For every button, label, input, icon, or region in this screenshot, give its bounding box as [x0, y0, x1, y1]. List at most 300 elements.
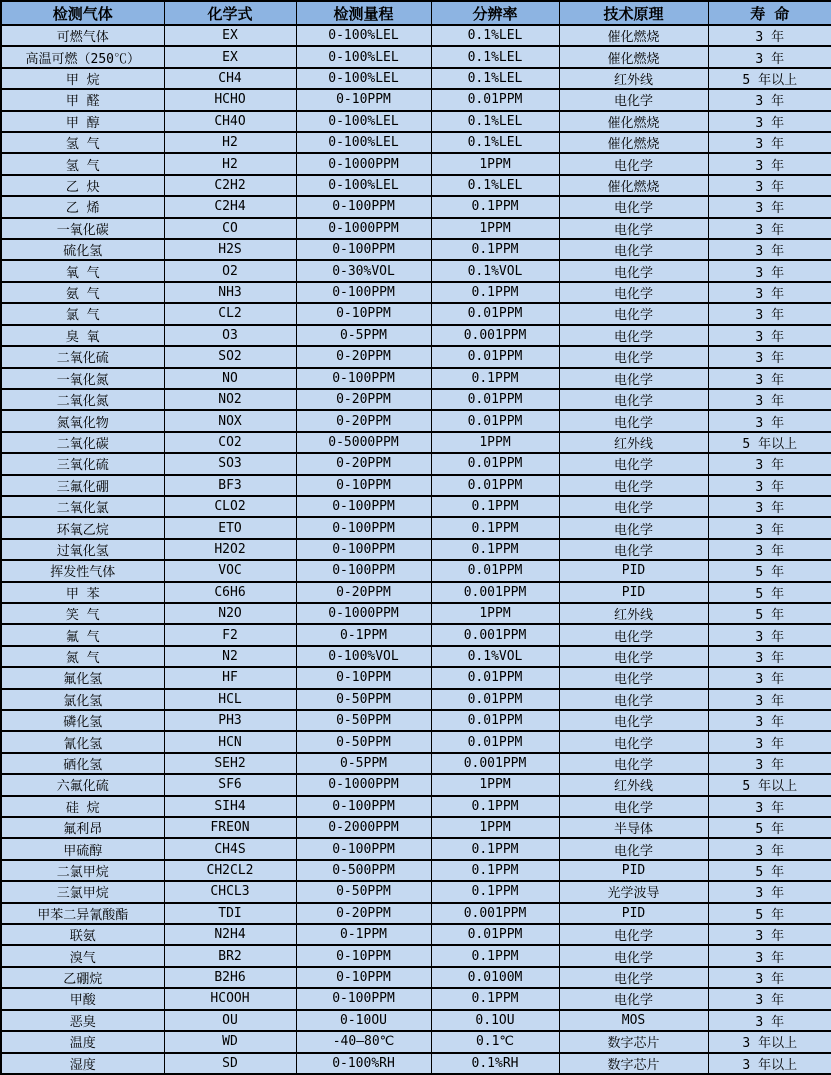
table-row — [1, 582, 831, 603]
cell-r3-c0: 甲 醛 — [1, 89, 164, 110]
column-header-1: 化学式 — [164, 1, 296, 25]
column-header-0: 检测气体 — [1, 1, 164, 25]
cell-r12-c3: 0.1PPM — [431, 282, 559, 303]
table-row — [1, 667, 831, 688]
cell-r28-c3: 0.001PPM — [431, 624, 559, 645]
cell-r39-c0: 二氯甲烷 — [1, 860, 164, 881]
cell-r10-c1: H2S — [164, 239, 296, 260]
cell-r30-c3: 0.01PPM — [431, 667, 559, 688]
cell-r21-c5: 3 年 — [708, 475, 831, 496]
cell-r3-c3: 0.01PPM — [431, 89, 559, 110]
cell-r35-c1: SF6 — [164, 774, 296, 795]
cell-r48-c3: 0.1%RH — [431, 1053, 559, 1075]
cell-r43-c4: 电化学 — [559, 945, 708, 966]
cell-r32-c4: 电化学 — [559, 710, 708, 731]
table-row — [1, 218, 831, 239]
cell-r9-c4: 电化学 — [559, 218, 708, 239]
cell-r48-c2: 0-100%RH — [296, 1053, 431, 1075]
cell-r19-c3: 1PPM — [431, 432, 559, 453]
cell-r2-c4: 红外线 — [559, 68, 708, 89]
table-row — [1, 153, 831, 174]
cell-r23-c5: 3 年 — [708, 517, 831, 538]
cell-r5-c3: 0.1%LEL — [431, 132, 559, 153]
cell-r17-c5: 3 年 — [708, 389, 831, 410]
cell-r43-c2: 0-10PPM — [296, 945, 431, 966]
cell-r41-c4: PID — [559, 903, 708, 924]
cell-r2-c2: 0-100%LEL — [296, 68, 431, 89]
cell-r43-c3: 0.1PPM — [431, 945, 559, 966]
cell-r26-c5: 5 年 — [708, 582, 831, 603]
cell-r5-c4: 催化燃烧 — [559, 132, 708, 153]
cell-r45-c5: 3 年 — [708, 988, 831, 1009]
table-row — [1, 346, 831, 367]
table-row — [1, 924, 831, 945]
cell-r28-c1: F2 — [164, 624, 296, 645]
table-row — [1, 796, 831, 817]
cell-r32-c2: 0-50PPM — [296, 710, 431, 731]
cell-r18-c1: NOX — [164, 410, 296, 431]
table-row — [1, 624, 831, 645]
cell-r37-c3: 1PPM — [431, 817, 559, 838]
cell-r42-c3: 0.01PPM — [431, 924, 559, 945]
cell-r27-c5: 5 年 — [708, 603, 831, 624]
cell-r10-c4: 电化学 — [559, 239, 708, 260]
cell-r27-c4: 红外线 — [559, 603, 708, 624]
cell-r16-c0: 一氧化氮 — [1, 368, 164, 389]
cell-r23-c1: ETO — [164, 517, 296, 538]
cell-r13-c5: 3 年 — [708, 303, 831, 324]
cell-r35-c2: 0-1000PPM — [296, 774, 431, 795]
cell-r28-c2: 0-1PPM — [296, 624, 431, 645]
cell-r25-c5: 5 年 — [708, 560, 831, 581]
cell-r38-c0: 甲硫醇 — [1, 838, 164, 859]
cell-r34-c5: 3 年 — [708, 753, 831, 774]
cell-r18-c5: 3 年 — [708, 410, 831, 431]
cell-r36-c1: SIH4 — [164, 796, 296, 817]
cell-r7-c0: 乙 炔 — [1, 175, 164, 196]
cell-r1-c2: 0-100%LEL — [296, 46, 431, 67]
table-row — [1, 475, 831, 496]
table-row — [1, 111, 831, 132]
cell-r37-c5: 5 年 — [708, 817, 831, 838]
cell-r42-c0: 联氨 — [1, 924, 164, 945]
cell-r14-c1: O3 — [164, 325, 296, 346]
cell-r16-c4: 电化学 — [559, 368, 708, 389]
cell-r29-c5: 3 年 — [708, 646, 831, 667]
cell-r6-c0: 氢 气 — [1, 153, 164, 174]
cell-r44-c2: 0-10PPM — [296, 967, 431, 988]
cell-r7-c3: 0.1%LEL — [431, 175, 559, 196]
cell-r25-c2: 0-100PPM — [296, 560, 431, 581]
cell-r15-c0: 二氧化硫 — [1, 346, 164, 367]
cell-r11-c2: 0-30%VOL — [296, 260, 431, 281]
cell-r37-c4: 半导体 — [559, 817, 708, 838]
cell-r7-c4: 催化燃烧 — [559, 175, 708, 196]
cell-r12-c0: 氨 气 — [1, 282, 164, 303]
cell-r17-c1: NO2 — [164, 389, 296, 410]
cell-r31-c3: 0.01PPM — [431, 689, 559, 710]
cell-r25-c0: 挥发性气体 — [1, 560, 164, 581]
cell-r8-c5: 3 年 — [708, 196, 831, 217]
table-row — [1, 1010, 831, 1031]
cell-r46-c4: MOS — [559, 1010, 708, 1031]
cell-r26-c4: PID — [559, 582, 708, 603]
cell-r10-c0: 硫化氢 — [1, 239, 164, 260]
cell-r13-c0: 氯 气 — [1, 303, 164, 324]
cell-r9-c2: 0-1000PPM — [296, 218, 431, 239]
cell-r15-c4: 电化学 — [559, 346, 708, 367]
cell-r22-c2: 0-100PPM — [296, 496, 431, 517]
table-row — [1, 817, 831, 838]
cell-r15-c1: SO2 — [164, 346, 296, 367]
cell-r22-c0: 二氧化氯 — [1, 496, 164, 517]
cell-r1-c3: 0.1%LEL — [431, 46, 559, 67]
cell-r41-c0: 甲苯二异氰酸酯 — [1, 903, 164, 924]
cell-r35-c0: 六氟化硫 — [1, 774, 164, 795]
cell-r6-c3: 1PPM — [431, 153, 559, 174]
cell-r24-c4: 电化学 — [559, 539, 708, 560]
cell-r4-c5: 3 年 — [708, 111, 831, 132]
cell-r43-c0: 溴气 — [1, 945, 164, 966]
table-row — [1, 689, 831, 710]
table-row — [1, 325, 831, 346]
cell-r21-c0: 三氟化硼 — [1, 475, 164, 496]
cell-r46-c0: 恶臭 — [1, 1010, 164, 1031]
cell-r19-c2: 0-5000PPM — [296, 432, 431, 453]
cell-r26-c1: C6H6 — [164, 582, 296, 603]
cell-r24-c2: 0-100PPM — [296, 539, 431, 560]
cell-r39-c1: CH2CL2 — [164, 860, 296, 881]
cell-r11-c1: O2 — [164, 260, 296, 281]
cell-r26-c3: 0.001PPM — [431, 582, 559, 603]
cell-r23-c4: 电化学 — [559, 517, 708, 538]
cell-r28-c5: 3 年 — [708, 624, 831, 645]
cell-r20-c5: 3 年 — [708, 453, 831, 474]
cell-r11-c0: 氧 气 — [1, 260, 164, 281]
table-row — [1, 25, 831, 46]
table-header — [1, 1, 831, 25]
cell-r47-c1: WD — [164, 1031, 296, 1052]
cell-r8-c2: 0-100PPM — [296, 196, 431, 217]
cell-r48-c4: 数字芯片 — [559, 1053, 708, 1075]
cell-r46-c3: 0.1OU — [431, 1010, 559, 1031]
cell-r8-c3: 0.1PPM — [431, 196, 559, 217]
cell-r8-c1: C2H4 — [164, 196, 296, 217]
cell-r19-c1: CO2 — [164, 432, 296, 453]
cell-r32-c5: 3 年 — [708, 710, 831, 731]
cell-r48-c5: 3 年以上 — [708, 1053, 831, 1075]
cell-r20-c4: 电化学 — [559, 453, 708, 474]
table-row — [1, 646, 831, 667]
cell-r7-c2: 0-100%LEL — [296, 175, 431, 196]
table-row — [1, 560, 831, 581]
cell-r8-c4: 电化学 — [559, 196, 708, 217]
table-row — [1, 1053, 831, 1075]
table-row — [1, 903, 831, 924]
table-row — [1, 453, 831, 474]
table-row — [1, 967, 831, 988]
cell-r29-c4: 电化学 — [559, 646, 708, 667]
cell-r13-c2: 0-10PPM — [296, 303, 431, 324]
cell-r5-c1: H2 — [164, 132, 296, 153]
cell-r28-c4: 电化学 — [559, 624, 708, 645]
cell-r29-c0: 氮 气 — [1, 646, 164, 667]
table-row — [1, 710, 831, 731]
cell-r23-c2: 0-100PPM — [296, 517, 431, 538]
cell-r27-c1: N2O — [164, 603, 296, 624]
cell-r17-c0: 二氧化氮 — [1, 389, 164, 410]
cell-r39-c3: 0.1PPM — [431, 860, 559, 881]
cell-r19-c4: 红外线 — [559, 432, 708, 453]
cell-r9-c1: CO — [164, 218, 296, 239]
cell-r4-c1: CH4O — [164, 111, 296, 132]
cell-r11-c5: 3 年 — [708, 260, 831, 281]
cell-r20-c0: 三氧化硫 — [1, 453, 164, 474]
cell-r47-c0: 温度 — [1, 1031, 164, 1052]
cell-r11-c4: 电化学 — [559, 260, 708, 281]
cell-r22-c3: 0.1PPM — [431, 496, 559, 517]
cell-r37-c0: 氟利昂 — [1, 817, 164, 838]
cell-r18-c4: 电化学 — [559, 410, 708, 431]
cell-r43-c5: 3 年 — [708, 945, 831, 966]
cell-r33-c2: 0-50PPM — [296, 731, 431, 752]
cell-r34-c3: 0.001PPM — [431, 753, 559, 774]
cell-r10-c2: 0-100PPM — [296, 239, 431, 260]
table-row — [1, 282, 831, 303]
cell-r4-c4: 催化燃烧 — [559, 111, 708, 132]
cell-r36-c5: 3 年 — [708, 796, 831, 817]
cell-r45-c3: 0.1PPM — [431, 988, 559, 1009]
cell-r2-c5: 5 年以上 — [708, 68, 831, 89]
cell-r36-c4: 电化学 — [559, 796, 708, 817]
cell-r21-c1: BF3 — [164, 475, 296, 496]
cell-r27-c2: 0-1000PPM — [296, 603, 431, 624]
table-row — [1, 389, 831, 410]
table-row — [1, 860, 831, 881]
cell-r37-c1: FREON — [164, 817, 296, 838]
cell-r33-c4: 电化学 — [559, 731, 708, 752]
cell-r40-c5: 3 年 — [708, 881, 831, 902]
cell-r42-c5: 3 年 — [708, 924, 831, 945]
cell-r47-c2: -40—80℃ — [296, 1031, 431, 1052]
cell-r18-c0: 氮氧化物 — [1, 410, 164, 431]
table-row — [1, 603, 831, 624]
cell-r15-c5: 3 年 — [708, 346, 831, 367]
cell-r5-c2: 0-100%LEL — [296, 132, 431, 153]
column-header-4: 技术原理 — [559, 1, 708, 25]
table-row — [1, 838, 831, 859]
cell-r14-c2: 0-5PPM — [296, 325, 431, 346]
cell-r18-c3: 0.01PPM — [431, 410, 559, 431]
cell-r12-c2: 0-100PPM — [296, 282, 431, 303]
cell-r31-c2: 0-50PPM — [296, 689, 431, 710]
table-row — [1, 517, 831, 538]
cell-r9-c3: 1PPM — [431, 218, 559, 239]
cell-r20-c2: 0-20PPM — [296, 453, 431, 474]
cell-r15-c3: 0.01PPM — [431, 346, 559, 367]
column-header-3: 分辨率 — [431, 1, 559, 25]
cell-r44-c0: 乙硼烷 — [1, 967, 164, 988]
cell-r6-c1: H2 — [164, 153, 296, 174]
cell-r0-c0: 可燃气体 — [1, 25, 164, 46]
cell-r39-c2: 0-500PPM — [296, 860, 431, 881]
cell-r22-c5: 3 年 — [708, 496, 831, 517]
cell-r32-c1: PH3 — [164, 710, 296, 731]
cell-r2-c0: 甲 烷 — [1, 68, 164, 89]
cell-r28-c0: 氟 气 — [1, 624, 164, 645]
cell-r1-c1: EX — [164, 46, 296, 67]
cell-r40-c1: CHCL3 — [164, 881, 296, 902]
table-row — [1, 89, 831, 110]
cell-r43-c1: BR2 — [164, 945, 296, 966]
cell-r25-c1: VOC — [164, 560, 296, 581]
table-row — [1, 239, 831, 260]
cell-r33-c5: 3 年 — [708, 731, 831, 752]
cell-r41-c3: 0.001PPM — [431, 903, 559, 924]
cell-r38-c3: 0.1PPM — [431, 838, 559, 859]
table-row — [1, 196, 831, 217]
table-row — [1, 303, 831, 324]
cell-r37-c2: 0-2000PPM — [296, 817, 431, 838]
cell-r13-c3: 0.01PPM — [431, 303, 559, 324]
cell-r2-c1: CH4 — [164, 68, 296, 89]
cell-r4-c0: 甲 醇 — [1, 111, 164, 132]
cell-r13-c4: 电化学 — [559, 303, 708, 324]
cell-r31-c0: 氯化氢 — [1, 689, 164, 710]
cell-r44-c5: 3 年 — [708, 967, 831, 988]
cell-r17-c2: 0-20PPM — [296, 389, 431, 410]
cell-r42-c2: 0-1PPM — [296, 924, 431, 945]
cell-r29-c1: N2 — [164, 646, 296, 667]
cell-r13-c1: CL2 — [164, 303, 296, 324]
cell-r47-c4: 数字芯片 — [559, 1031, 708, 1052]
cell-r15-c2: 0-20PPM — [296, 346, 431, 367]
cell-r19-c5: 5 年以上 — [708, 432, 831, 453]
table-row — [1, 774, 831, 795]
table-row — [1, 881, 831, 902]
cell-r14-c5: 3 年 — [708, 325, 831, 346]
cell-r9-c5: 3 年 — [708, 218, 831, 239]
cell-r0-c1: EX — [164, 25, 296, 46]
table-row — [1, 539, 831, 560]
cell-r24-c1: H2O2 — [164, 539, 296, 560]
column-header-2: 检测量程 — [296, 1, 431, 25]
cell-r46-c1: OU — [164, 1010, 296, 1031]
cell-r40-c2: 0-50PPM — [296, 881, 431, 902]
table-body — [1, 25, 831, 1074]
table-row — [1, 988, 831, 1009]
cell-r33-c3: 0.01PPM — [431, 731, 559, 752]
cell-r0-c4: 催化燃烧 — [559, 25, 708, 46]
cell-r45-c1: HCOOH — [164, 988, 296, 1009]
table-row — [1, 368, 831, 389]
cell-r30-c0: 氟化氢 — [1, 667, 164, 688]
cell-r6-c5: 3 年 — [708, 153, 831, 174]
cell-r41-c5: 5 年 — [708, 903, 831, 924]
cell-r46-c2: 0-10OU — [296, 1010, 431, 1031]
cell-r44-c4: 电化学 — [559, 967, 708, 988]
cell-r48-c0: 湿度 — [1, 1053, 164, 1075]
cell-r0-c3: 0.1%LEL — [431, 25, 559, 46]
column-header-5: 寿 命 — [708, 1, 831, 25]
cell-r45-c0: 甲酸 — [1, 988, 164, 1009]
cell-r39-c5: 5 年 — [708, 860, 831, 881]
cell-r30-c5: 3 年 — [708, 667, 831, 688]
cell-r32-c0: 磷化氢 — [1, 710, 164, 731]
cell-r35-c5: 5 年以上 — [708, 774, 831, 795]
cell-r12-c5: 3 年 — [708, 282, 831, 303]
cell-r18-c2: 0-20PPM — [296, 410, 431, 431]
cell-r7-c5: 3 年 — [708, 175, 831, 196]
cell-r33-c1: HCN — [164, 731, 296, 752]
cell-r29-c3: 0.1%VOL — [431, 646, 559, 667]
cell-r34-c1: SEH2 — [164, 753, 296, 774]
table-row — [1, 731, 831, 752]
cell-r25-c3: 0.01PPM — [431, 560, 559, 581]
cell-r17-c4: 电化学 — [559, 389, 708, 410]
cell-r26-c2: 0-20PPM — [296, 582, 431, 603]
cell-r35-c4: 红外线 — [559, 774, 708, 795]
cell-r4-c3: 0.1%LEL — [431, 111, 559, 132]
cell-r21-c3: 0.01PPM — [431, 475, 559, 496]
cell-r3-c2: 0-10PPM — [296, 89, 431, 110]
cell-r45-c2: 0-100PPM — [296, 988, 431, 1009]
cell-r3-c1: HCHO — [164, 89, 296, 110]
cell-r21-c2: 0-10PPM — [296, 475, 431, 496]
cell-r5-c5: 3 年 — [708, 132, 831, 153]
cell-r31-c4: 电化学 — [559, 689, 708, 710]
cell-r3-c5: 3 年 — [708, 89, 831, 110]
cell-r24-c0: 过氧化氢 — [1, 539, 164, 560]
cell-r25-c4: PID — [559, 560, 708, 581]
cell-r14-c3: 0.001PPM — [431, 325, 559, 346]
table-row — [1, 46, 831, 67]
cell-r17-c3: 0.01PPM — [431, 389, 559, 410]
cell-r40-c0: 三氯甲烷 — [1, 881, 164, 902]
cell-r2-c3: 0.1%LEL — [431, 68, 559, 89]
cell-r11-c3: 0.1%VOL — [431, 260, 559, 281]
cell-r44-c1: B2H6 — [164, 967, 296, 988]
cell-r40-c4: 光学波导 — [559, 881, 708, 902]
cell-r1-c5: 3 年 — [708, 46, 831, 67]
cell-r48-c1: SD — [164, 1053, 296, 1075]
cell-r20-c1: SO3 — [164, 453, 296, 474]
cell-r38-c1: CH4S — [164, 838, 296, 859]
cell-r47-c5: 3 年以上 — [708, 1031, 831, 1052]
cell-r39-c4: PID — [559, 860, 708, 881]
cell-r42-c1: N2H4 — [164, 924, 296, 945]
table-row — [1, 1031, 831, 1052]
cell-r24-c3: 0.1PPM — [431, 539, 559, 560]
cell-r23-c0: 环氧乙烷 — [1, 517, 164, 538]
cell-r47-c3: 0.1℃ — [431, 1031, 559, 1052]
cell-r6-c4: 电化学 — [559, 153, 708, 174]
cell-r29-c2: 0-100%VOL — [296, 646, 431, 667]
cell-r32-c3: 0.01PPM — [431, 710, 559, 731]
cell-r31-c1: HCL — [164, 689, 296, 710]
cell-r41-c1: TDI — [164, 903, 296, 924]
cell-r14-c4: 电化学 — [559, 325, 708, 346]
cell-r12-c4: 电化学 — [559, 282, 708, 303]
table-row — [1, 132, 831, 153]
cell-r36-c0: 硅 烷 — [1, 796, 164, 817]
cell-r42-c4: 电化学 — [559, 924, 708, 945]
cell-r44-c3: 0.0100M — [431, 967, 559, 988]
cell-r35-c3: 1PPM — [431, 774, 559, 795]
cell-r1-c4: 催化燃烧 — [559, 46, 708, 67]
cell-r27-c3: 1PPM — [431, 603, 559, 624]
table-row — [1, 945, 831, 966]
